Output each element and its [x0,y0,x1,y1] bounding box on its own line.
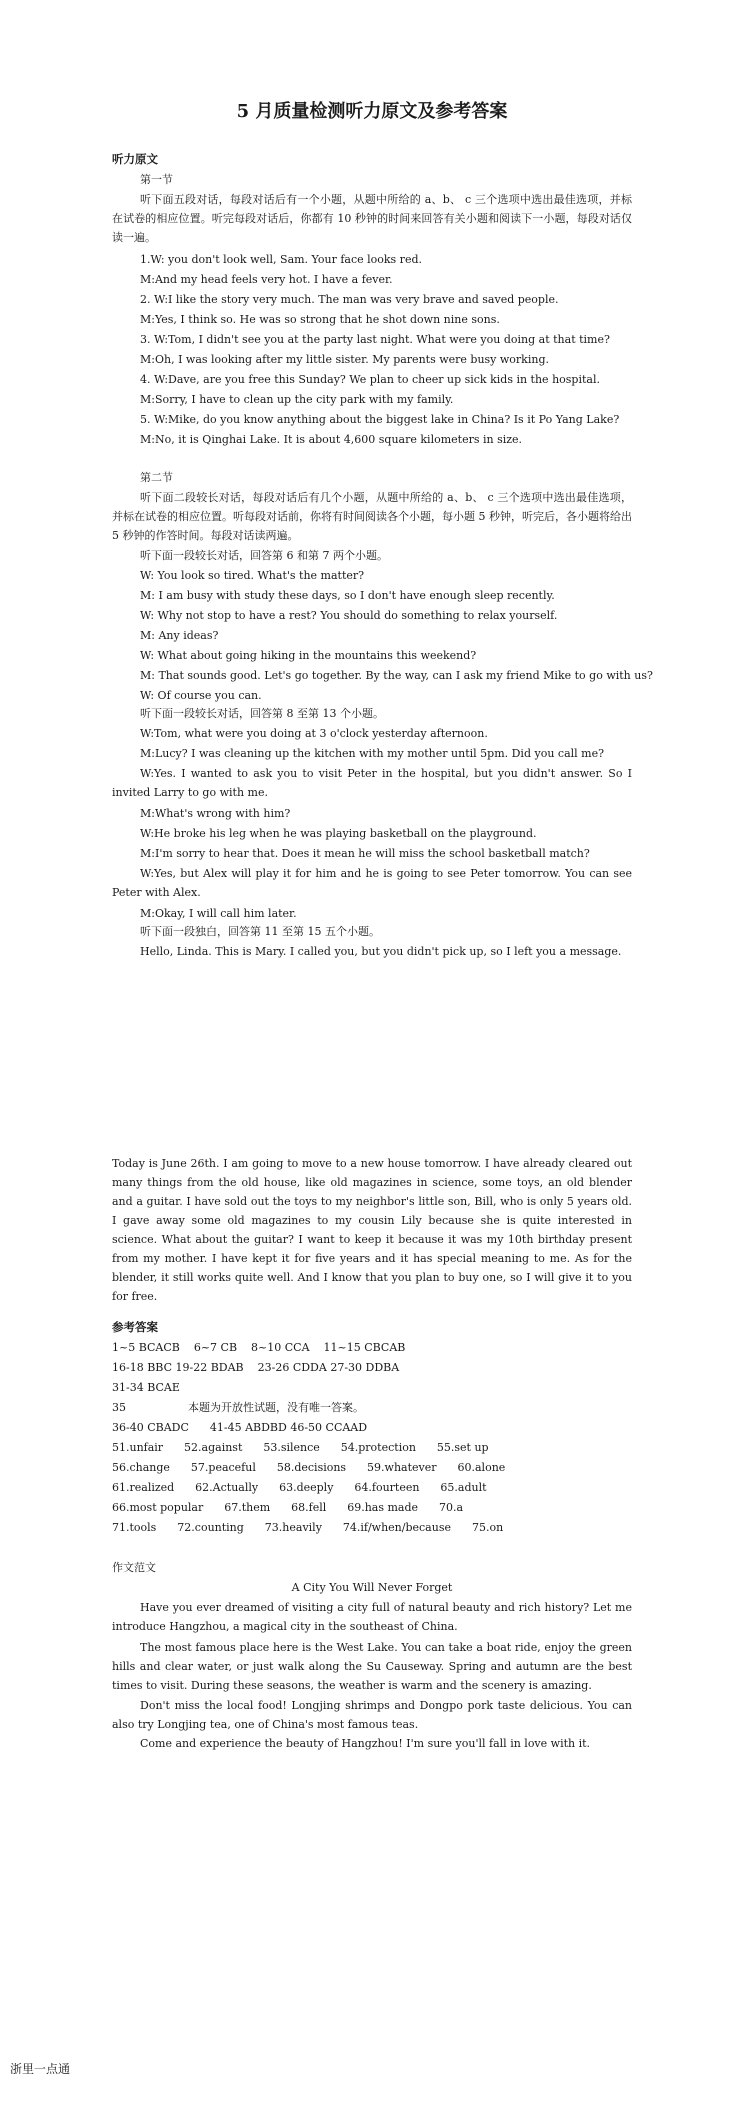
dialogue-line: 5. W:Mike, do you know anything about the biggest lake in China? Is it Po Yang Lake? [140,413,620,426]
dialogue-line-wrapped: W:Yes. I wanted to ask you to visit Peter in the hospital, but you didn't answer. So I invited Larry to go with me. [112,767,632,799]
dialogue-line: 1.W: you don't look well, Sam. Your face looks red. [140,253,422,266]
dialogue-line: W: You look so tired. What's the matter? [140,569,365,582]
essay-title: A City You Will Never Forget [291,1581,453,1594]
dialogue-line: M:What's wrong with him? [140,807,291,820]
answer-row: 36-40 CBADC 41-45 ABDBD 46-50 CCAAD [112,1421,368,1434]
dialogue-line: M:Sorry, I have to clean up the city park with my family. [140,393,454,406]
answer-row: 56.change 57.peaceful 58.decisions 59.whatever 60.alone [112,1461,506,1474]
dialogue-line-wrapped: W:Yes, but Alex will play it for him and he is going to see Peter tomorrow. You can see Peter with Alex. [112,867,632,899]
dialogue-line: M: That sounds good. Let's go together. By the way, can I ask my friend Mike to go with us? [140,669,653,682]
page-title: 5 月质量检测听力原文及参考答案 [236,101,508,122]
dialogue-line: 3. W:Tom, I didn't see you at the party last night. What were you doing at that time? [140,333,610,346]
dialogue-line: W: What about going hiking in the mountains this weekend? [140,649,477,662]
dialogue-line: M:Oh, I was looking after my little sister. My parents were busy working. [140,353,549,366]
answer-num: 35 [112,1401,126,1414]
dialogue-line: W:He broke his leg when he was playing basketball on the playground. [140,827,537,840]
dialogue-line: M:Okay, I will call him later. [140,907,297,920]
essay-paragraph: The most famous place here is the West Lake. You can take a boat ride, enjoy the green hills and clear water, or just walk along the Su Causeway. Spring and autumn are the best times to visit. During these seasons, the weather is warm and the scenery is amazing. [112,1641,632,1692]
essay-paragraph: Don't miss the local food! Longjing shrimps and Dongpo pork taste delicious. You can also try Longjing tea, one of China's most famous teas. [112,1699,632,1731]
answer-row [112,1398,672,1417]
essay-heading: 作文范文 [112,1561,156,1574]
essay-paragraph: Come and experience the beauty of Hangzhou! I'm sure you'll fall in love with it. [140,1737,591,1750]
dialogue-line: M:I'm sorry to hear that. Does it mean he will miss the school basketball match? [140,847,590,860]
dialogue-line: M:Lucy? I was cleaning up the kitchen with my mother until 5pm. Did you call me? [140,747,604,760]
dialogue-line: M: Any ideas? [140,629,219,642]
answer-note: 本题为开放性试题，没有唯一答案。 [188,1401,364,1414]
section-intro: 听下面一段较长对话，回答第 6 和第 7 两个小题。 [140,549,388,562]
dialogue-line: W: Of course you can. [140,689,262,702]
dialogue-line: M:And my head feels very hot. I have a fever. [140,273,393,286]
answer-row: 31-34 BCAE [112,1381,180,1394]
dialogue-line: 4. W:Dave, are you free this Sunday? We plan to cheer up sick kids in the hospital. [140,373,600,386]
section2-instructions: 听下面二段较长对话，每段对话后有几个小题，从题中所给的 a、b、 c 三个选项中选出最佳选项，并标在试卷的相应位置。听每段对话前，你将有时间阅读各个小题，每小题 5 秒钟，听完后，各小题将给出 5 秒钟的作答时间。每段对话读两遍。 [112,491,632,542]
answer-row: 1~5 BCACB 6~7 CB 8~10 CCA 11~15 CBCAB [112,1341,406,1354]
essay-paragraph: Have you ever dreamed of visiting a city full of natural beauty and rich history? Let me introduce Hangzhou, a magical city in the southeast of China. [112,1601,632,1633]
answer-row: 51.unfair 52.against 53.silence 54.protection 55.set up [112,1441,489,1454]
listening-heading: 听力原文 [112,152,158,166]
section1-label: 第一节 [140,173,173,186]
dialogue-line: W: Why not stop to have a rest? You should do something to relax yourself. [140,609,558,622]
section-intro: 听下面一段独白，回答第 11 至第 15 五个小题。 [140,925,380,938]
section2-label: 第二节 [140,471,173,484]
monologue-paragraph: Today is June 26th. I am going to move to a new house tomorrow. I have already cleared out many things from the old house, like old magazines in science, some toys, an old blender and a guitar. I have sold out the toys to my neighbor's little son, Bill, who is only 5 years old. I gave away some old magazines to my cousin Lily because she is quite interested in science. What about the guitar? I want to keep it because it was my 10th birthday present from my mother. I have kept it for five years and it has special meaning to me. As for the blender, it still works quite well. And I know that you plan to buy one, so I will give it to you for free. [112,1157,632,1303]
section1-instructions: 听下面五段对话，每段对话后有一个小题，从题中所给的 a、b、 c 三个选项中选出最佳选项，并标在试卷的相应位置。听完每段对话后，你都有 10 秒钟的时间来回答有关小题和阅读下一小题，每段对话仅读一遍。 [112,193,632,244]
dialogue-line: M:Yes, I think so. He was so strong that he shot down nine sons. [140,313,500,326]
dialogue-line: M: I am busy with study these days, so I don't have enough sleep recently. [140,589,555,602]
dialogue-line: M:No, it is Qinghai Lake. It is about 4,600 square kilometers in size. [140,433,523,446]
dialogue-line: 2. W:I like the story very much. The man was very brave and saved people. [140,293,559,306]
answer-row: 71.tools 72.counting 73.heavily 74.if/when/because 75.on [112,1521,504,1534]
answer-row: 66.most popular 67.them 68.fell 69.has made 70.a [112,1501,464,1514]
section-intro: 听下面一段较长对话，回答第 8 至第 13 个小题。 [140,707,384,720]
monologue-start: Hello, Linda. This is Mary. I called you, but you didn't pick up, so I left you a message. [140,945,622,958]
answer-row: 61.realized 62.Actually 63.deeply 64.fourteen 65.adult [112,1481,487,1494]
answer-row: 16-18 BBC 19-22 BDAB 23-26 CDDA 27-30 DDBA [112,1361,400,1374]
dialogue-line: W:Tom, what were you doing at 3 o'clock yesterday afternoon. [140,727,488,740]
answers-heading: 参考答案 [112,1320,158,1334]
footer-watermark: 浙里一点通 [10,2062,71,2076]
